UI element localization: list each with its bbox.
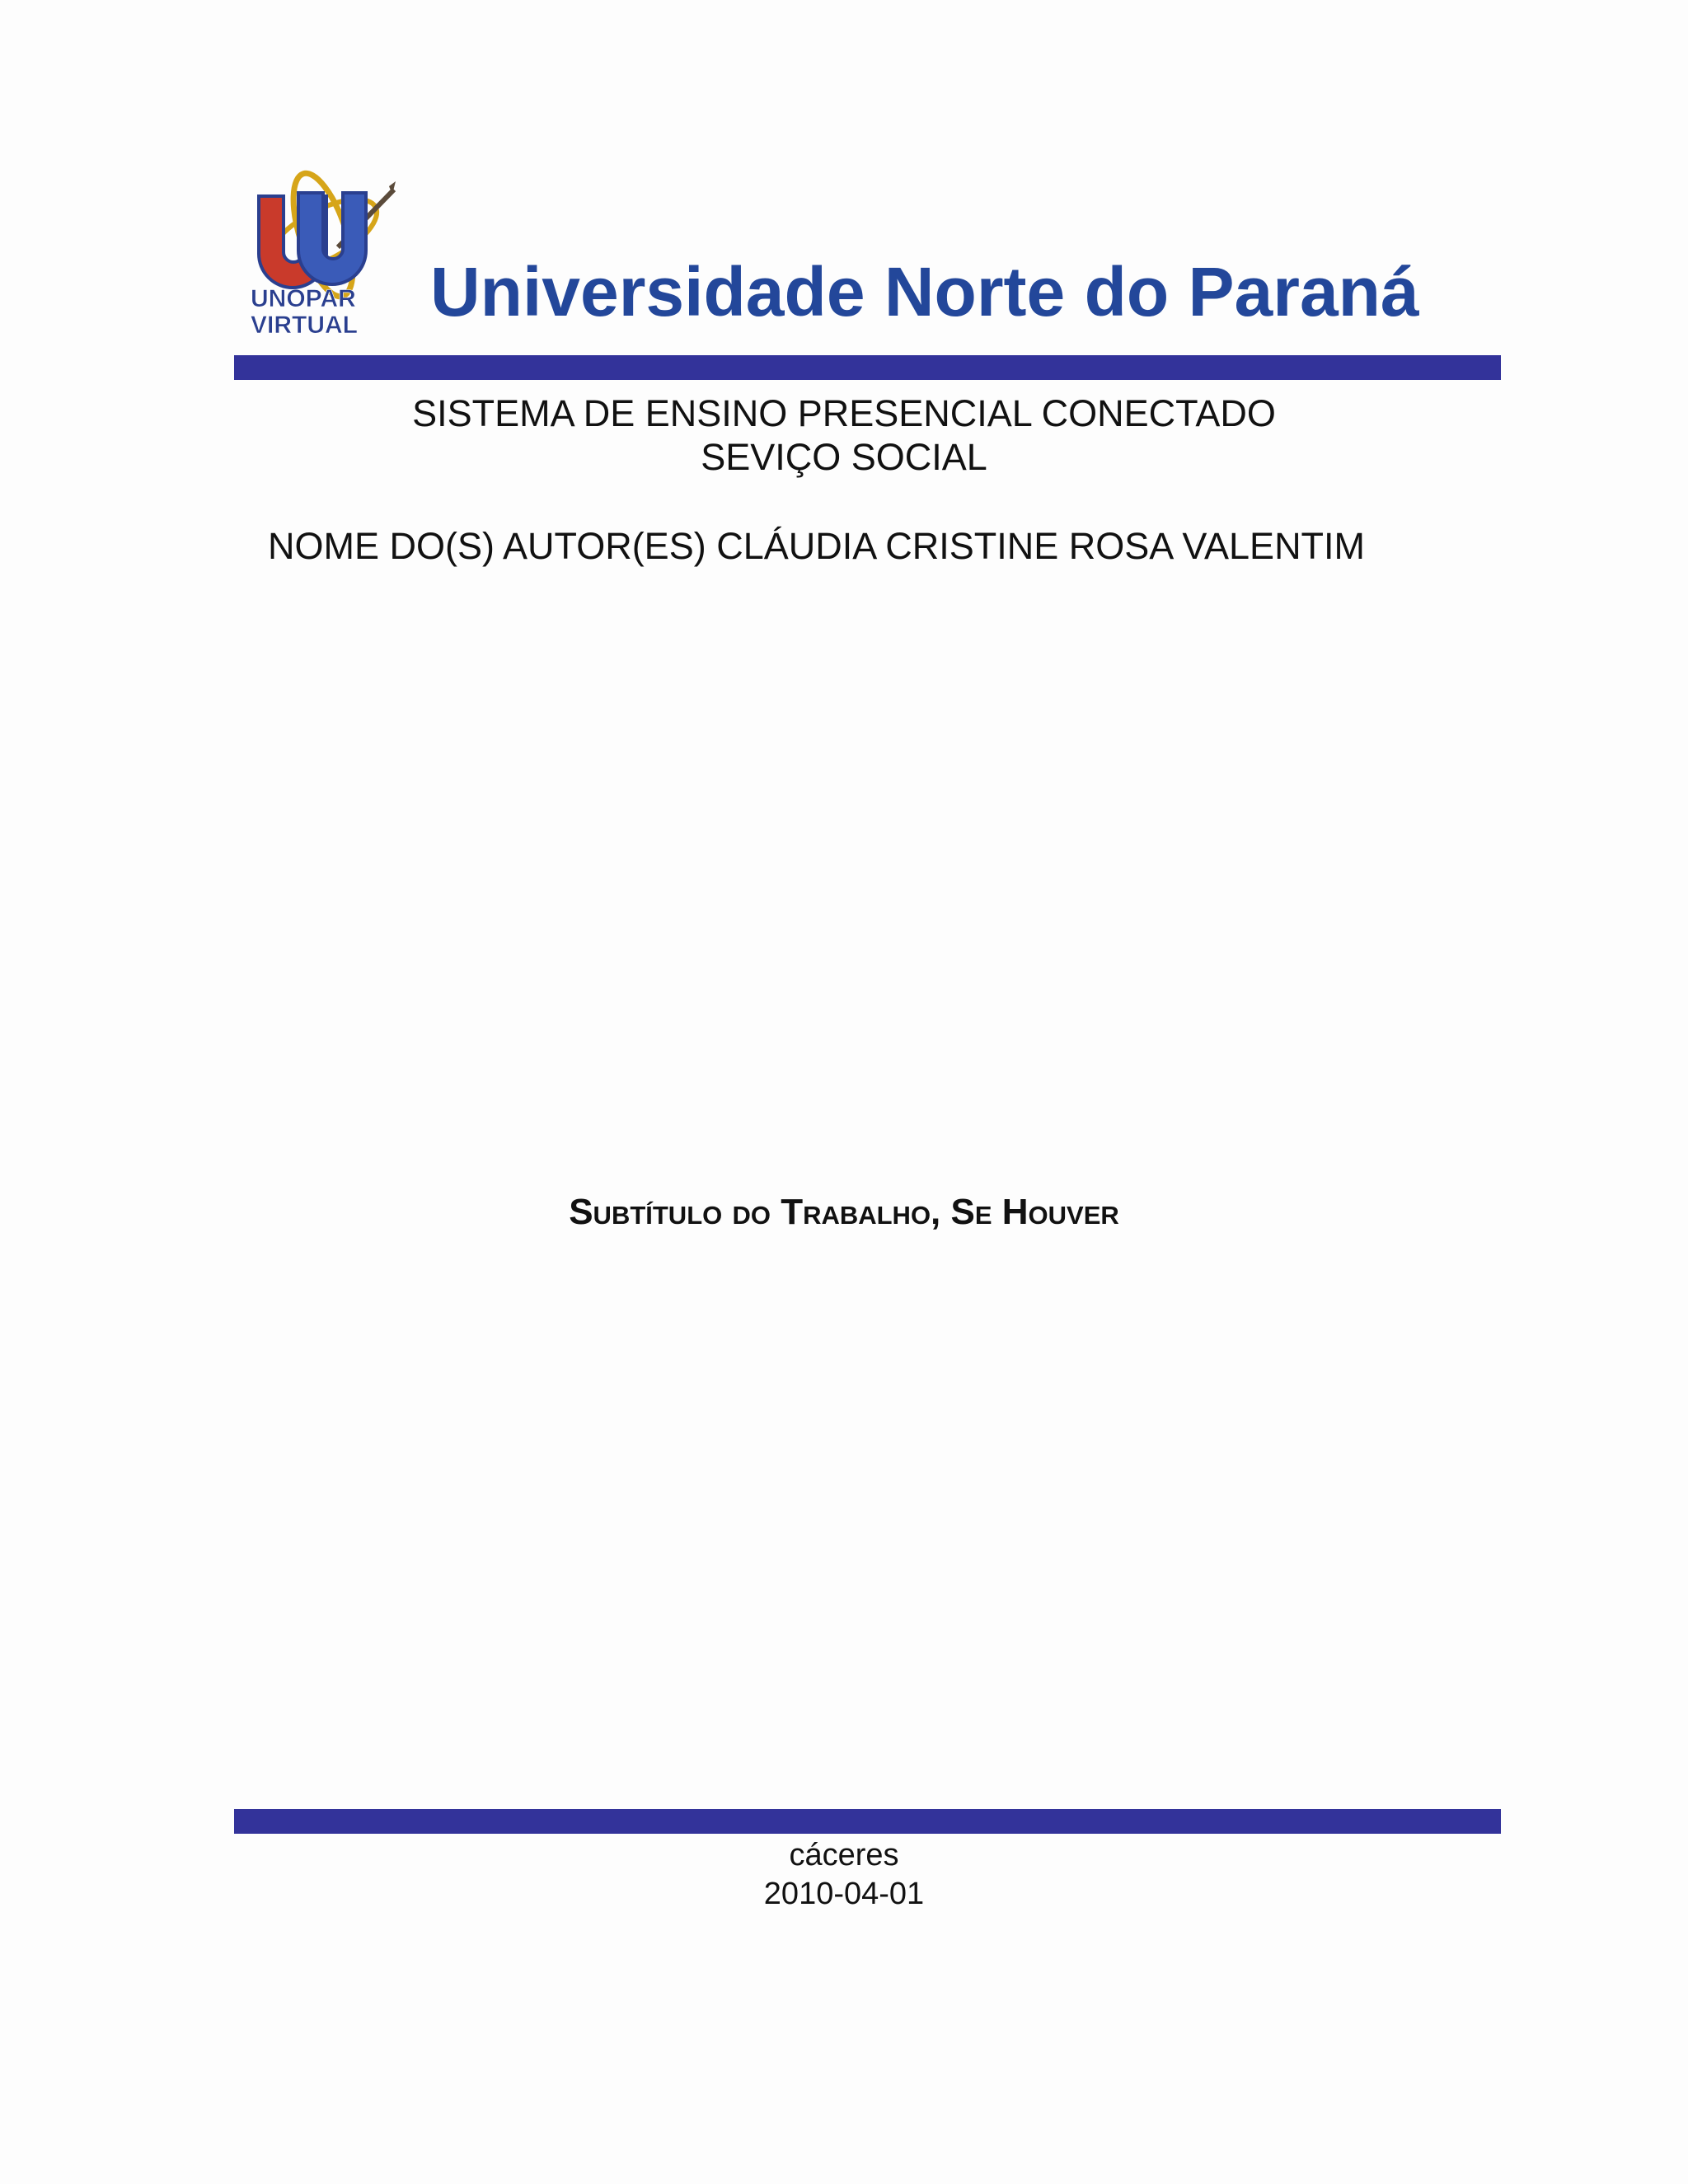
author-name: NOME DO(S) AUTOR(ES) CLÁUDIA CRISTINE ROSA VALENTIM [268,525,1366,567]
footer-divider-bar [234,1809,1501,1834]
date: 2010-04-01 [763,1877,925,1911]
city: cáceres [789,1838,899,1872]
university-name: Universidade Norte do Paraná [430,253,1419,330]
svg-text:UNOPAR: UNOPAR [251,285,356,312]
header-divider-bar [234,355,1501,380]
unopar-virtual-logo [247,157,396,338]
svg-text:VIRTUAL: VIRTUAL [251,312,358,338]
work-subtitle: Subtítulo do Trabalho, Se Houver [569,1192,1119,1232]
teaching-system-title: SISTEMA DE ENSINO PRESENCIAL CONECTADO [412,392,1276,434]
course-name: SEVIÇO SOCIAL [701,436,987,478]
